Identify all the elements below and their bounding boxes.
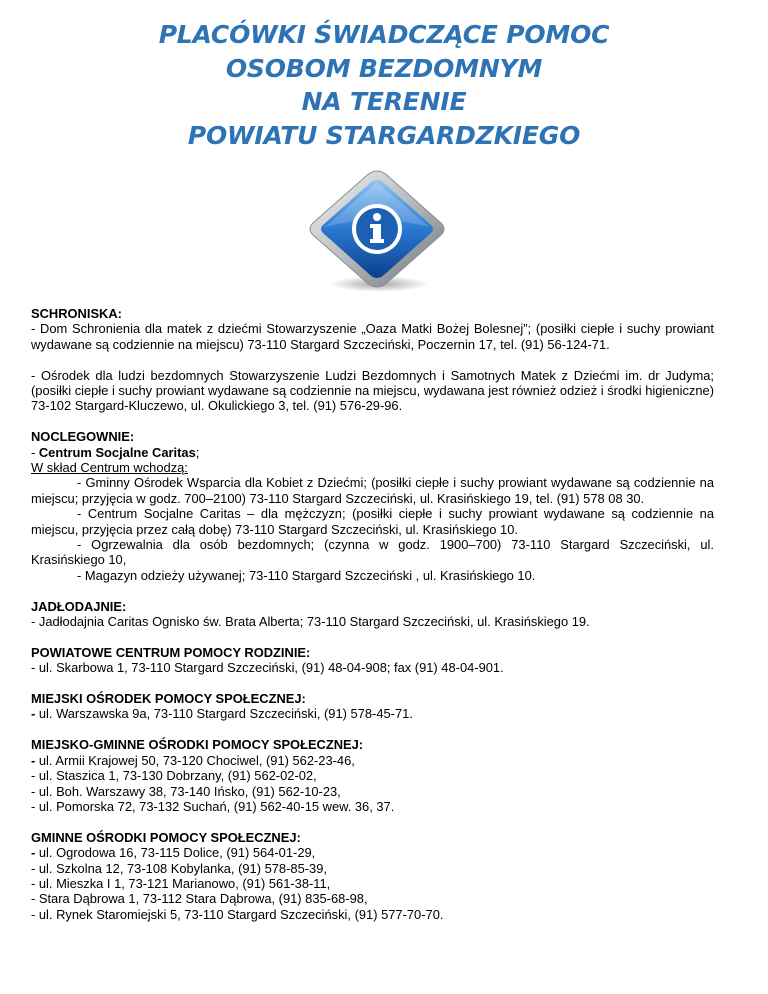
section-heading: MIEJSKI OŚRODEK POMOCY SPOŁECZNEJ: bbox=[31, 691, 306, 707]
section-jadlodajnie bbox=[31, 599, 714, 630]
list-item bbox=[31, 753, 714, 768]
section-heading: SCHRONISKA: bbox=[31, 306, 122, 321]
list-item: - Magazyn odzieży używanej; 73-110 Stargard Szczeciński , ul. Krasińskiego 10. bbox=[77, 567, 536, 583]
dash: - bbox=[31, 752, 36, 768]
list-item: - Dom Schronienia dla matek z dziećmi Stowarzyszenie „Oaza Matki Bożej Bolesnej”; (posiłki ciepłe i suchy prowiant wydawane są codziennie na miejscu) 73-110 Stargard Szczeciński, Poczernin 17, tel. (91) 56-124-71. bbox=[31, 321, 714, 352]
dash: - bbox=[31, 444, 39, 460]
section-mops bbox=[31, 691, 714, 722]
list-item: - ul. Mieszka I 1, 73-121 Marianowo, (91) 561-38-11, bbox=[31, 875, 331, 891]
section-mgops bbox=[31, 737, 714, 814]
section-gops bbox=[31, 830, 714, 922]
sklad-label: W skład Centrum wchodzą: bbox=[31, 460, 188, 476]
list-item: - Stara Dąbrowa 1, 73-112 Stara Dąbrowa, (91) 835-68-98, bbox=[31, 891, 368, 907]
list-item: - ul. Staszica 1, 73-130 Dobrzany, (91) 562-02-02, bbox=[31, 768, 317, 784]
list-item: - ul. Szkolna 12, 73-108 Kobylanka, (91) 578-85-39, bbox=[31, 860, 327, 876]
list-item: - Gminny Ośrodek Wsparcia dla Kobiet z Dziećmi; (posiłki ciepłe i suchy prowiant wydawane są codziennie na miejscu; przyjęcia w godz. 700–2100) 73-110 Stargard Szczeciński, ul. Krasińskiego 19, tel. (91) 578 08 30. bbox=[31, 475, 714, 506]
list-item: - Ogrzewalnia dla osób bezdomnych; (czynna w godz. 1900–700) 73-110 Stargard Szczeciński, ul. Krasińskiego 10, bbox=[31, 537, 714, 568]
list-item: - ul. Skarbowa 1, 73-110 Stargard Szczeciński, (91) 48-04-908; fax (91) 48-04-901. bbox=[31, 660, 504, 676]
dash: - bbox=[31, 845, 36, 861]
section-heading: NOCLEGOWNIE: bbox=[31, 429, 135, 445]
list-item: - ul. Pomorska 72, 73-132 Suchań, (91) 562-40-15 wew. 36, 37. bbox=[31, 798, 395, 814]
title-line-3: NA TERENIE bbox=[301, 87, 467, 116]
punctuation: ; bbox=[195, 444, 200, 460]
list-item bbox=[31, 706, 714, 721]
list-item bbox=[31, 445, 714, 460]
list-item: - ul. Rynek Staromiejski 5, 73-110 Stargard Szczeciński, (91) 577-70-70. bbox=[31, 906, 444, 922]
dash: - bbox=[31, 706, 36, 722]
centrum-name: Centrum Socjalne Caritas bbox=[38, 444, 196, 460]
document-body bbox=[31, 306, 714, 938]
section-noclegownie bbox=[31, 429, 714, 583]
info-icon bbox=[303, 168, 451, 293]
list-item: - Centrum Socjalne Caritas – dla mężczyzn; (posiłki ciepłe i suchy prowiant wydawane są codziennie na miejscu, przyjęcia przez całą dobę) 73-110 Stargard Szczeciński, ul. Krasińskiego 10. bbox=[31, 506, 714, 537]
list-item: - Jadłodajnia Caritas Ognisko św. Brata Alberta; 73-110 Stargard Szczeciński, ul. Krasińskiego 19. bbox=[31, 614, 590, 630]
section-pcpr bbox=[31, 645, 714, 676]
title-line-1: PLACÓWKI ŚWIADCZĄCE POMOC bbox=[158, 20, 610, 49]
page-title bbox=[0, 18, 768, 152]
section-schroniska bbox=[31, 306, 714, 414]
address-text: ul. Armii Krajowej 50, 73-120 Chociwel, (91) 562-23-46, bbox=[35, 752, 355, 768]
address-text: ul. Ogrodowa 16, 73-115 Dolice, (91) 564-01-29, bbox=[35, 845, 316, 861]
title-line-4: POWIATU STARGARDZKIEGO bbox=[187, 120, 581, 150]
section-heading: POWIATOWE CENTRUM POMOCY RODZINIE: bbox=[31, 644, 311, 660]
section-heading: MIEJSKO-GMINNE OŚRODKI POMOCY SPOŁECZNEJ: bbox=[31, 737, 364, 753]
section-heading: GMINNE OŚRODKI POMOCY SPOŁECZNEJ: bbox=[31, 829, 301, 845]
title-line-2: OSOBOM BEZDOMNYM bbox=[225, 53, 543, 83]
address-text: ul. Warszawska 9a, 73-110 Stargard Szczeciński, (91) 578-45-71. bbox=[35, 706, 413, 722]
list-item: - ul. Boh. Warszawy 38, 73-140 Ińsko, (91) 562-10-23, bbox=[31, 783, 341, 799]
list-item bbox=[31, 845, 714, 860]
list-item: - Ośrodek dla ludzi bezdomnych Stowarzyszenie Ludzi Bezdomnych i Samotnych Matek z Dziećmi im. dr Judyma; (posiłki ciepłe i suchy prowiant wydawane są codziennie na miejscu, wydawana jest również odzież i środki higieniczne) 73-102 Stargard-Kluczewo, ul. Okulickiego 3, tel. (91) 576-29-96. bbox=[31, 367, 714, 414]
section-heading: JADŁODAJNIE: bbox=[31, 598, 127, 614]
